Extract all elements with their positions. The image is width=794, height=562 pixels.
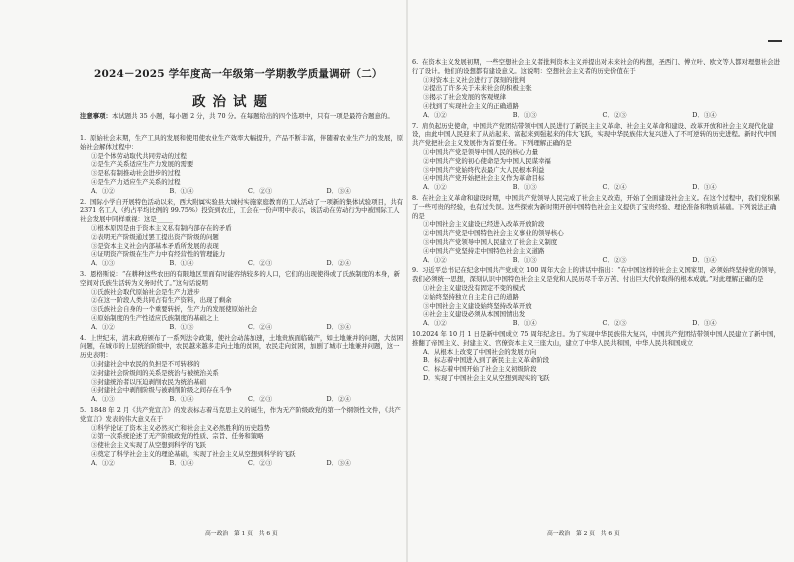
- question-option: D．实现了中国社会主义从空想到现实的飞跃: [423, 373, 550, 382]
- answer-choice: B．①③: [512, 183, 537, 192]
- answer-choice: B．①③: [512, 255, 537, 264]
- question-option: ②始终坚持独立自主走自己的道路: [423, 292, 519, 301]
- question-option: ③揭示了社会发展的客观规律: [423, 93, 507, 102]
- answer-choice: A．①③: [91, 395, 115, 404]
- answer-choice: D．③④: [326, 322, 351, 331]
- question-item: [80, 134, 405, 196]
- question-option: ④找到了实现社会主义的正确道路: [423, 101, 519, 110]
- question-number: 7.: [412, 121, 419, 130]
- question-option: ③使社会主义实现了从空想到科学的飞跃: [91, 441, 207, 450]
- question-option: ④社会主义建设必须从本国国情出发: [423, 310, 526, 319]
- question-stem: [80, 198, 405, 224]
- question-text: 在社会主义革命和建设时期，中国共产党领导人民完成了社会主义改造，开始了全面建设社会主义。在这个过程中，我们党积累了一些可贵的经验，也有过失误。这些探索为新时期开创中国特色社会主义提供了宝贵经验、理论准备和物质基础。下列说法正确的是: [412, 193, 780, 220]
- question-option: ①根本原因是由于资本主义私有制内部存在的矛盾: [91, 223, 232, 232]
- question-item: [412, 122, 782, 192]
- question-option: ③中国共产党始终代表最广大人民根本利益: [423, 165, 545, 174]
- left-question-list: [80, 134, 405, 469]
- question-option: A．从根本上改变了中国社会的发展方向: [423, 347, 537, 356]
- note-label: 注意事项：: [80, 112, 112, 120]
- answer-choice: B．①④: [169, 395, 194, 404]
- question-stem: [412, 330, 782, 348]
- answer-choice: A．①②: [423, 319, 447, 328]
- question-stem: [412, 266, 782, 284]
- question-text: 国际小学自开展特色活动以来，西大附属实验县大城村实施家庭教育的工人活动了一项新的集体试验项目，共有 2371 名工人（约占平均比例的 99.75%）投资到农庄，工会在一份声明中表示，该活动在劳动行为中被国际工人社会发展中同样重视：这是_____: [80, 197, 404, 224]
- question-option: ④中国共产党开始把社会主义作为革命目标: [423, 174, 545, 183]
- left-page: [80, 0, 405, 562]
- answer-choice: D．③④: [692, 319, 717, 328]
- question-option: ④中国共产党坚持走中国特色社会主义道路: [423, 246, 545, 255]
- question-number: 6.: [412, 58, 419, 66]
- question-option: ①氏族社会取代原始社会是生产力进步: [91, 287, 200, 296]
- question-item: [80, 198, 405, 268]
- answer-choice: A．①②: [91, 186, 115, 195]
- answer-choices: [80, 323, 405, 332]
- page-footer-left: 高一政治 第 1 页 共 6 页: [205, 531, 278, 537]
- question-stem: [80, 270, 405, 288]
- question-option: ②第一次系统论述了无产阶级政党的性质、宗旨、任务和策略: [91, 432, 264, 441]
- answer-choice: C．②③: [602, 319, 627, 328]
- question-text: 1848 年 2 月《共产党宣言》的发表标志着马克思主义的诞生，作为无产阶级政党的第一个纲领性文件，《共产党宣言》发表的伟大意义在于: [80, 405, 401, 423]
- answer-choice: B．①④: [169, 458, 194, 467]
- question-option: ②封建社会阶级间的关系是统治与被统治关系: [91, 368, 219, 377]
- answer-choice: C．②④: [602, 183, 627, 192]
- question-item: [412, 330, 782, 383]
- answer-choice: D．③④: [692, 110, 717, 119]
- answer-choice: C．②④: [248, 322, 273, 331]
- question-number: 2.: [80, 197, 87, 206]
- answer-choices: [412, 256, 782, 265]
- question-option: ①中国社会主义建设已经进入改革开放阶段: [423, 220, 545, 229]
- exam-subject: 政治试题: [192, 94, 274, 110]
- answer-choice: C．②③: [602, 255, 627, 264]
- question-item: [412, 194, 782, 264]
- answer-choice: D．②④: [326, 259, 351, 268]
- question-number: 9.: [412, 266, 419, 275]
- question-option: ①科学论证了资本主义必然灭亡和社会主义必然胜利的历史趋势: [91, 423, 270, 432]
- answer-choice: C．②③: [248, 458, 273, 467]
- question-option: ④奠定了科学社会主义的理论基础，实现了社会主义从空想到科学的飞跃: [91, 449, 296, 458]
- question-text: 恩格斯说：“在耕种这些农田的有限地区里面有时能容纳较多的人口，它们的出现使得或了氏族制度的本身，新空间对氏族生活转为义务时代了。”这句话说明: [80, 269, 401, 287]
- question-option: ①中国共产党是领导中国人民的核心力量: [423, 147, 539, 156]
- question-option: ①是个体劳动取代共同劳动的过程: [91, 151, 187, 160]
- question-number: 10.: [412, 329, 423, 338]
- answer-choices: [80, 395, 405, 404]
- question-stem: [412, 58, 782, 76]
- question-option: ①社会主义建设没有固定不变的模式: [423, 283, 526, 292]
- answer-choices: [80, 459, 405, 468]
- answer-choice: A．①②: [423, 255, 447, 264]
- question-stem: [412, 194, 782, 220]
- exam-title: 2024－2025 学年度高一年级第一学期教学质量调研（二）: [94, 68, 383, 80]
- answer-choice: A．①③: [91, 259, 115, 268]
- question-option: ②在这一阶段人类共同占有生产资料，出现了剩余: [91, 296, 232, 305]
- answer-choices: [80, 259, 405, 268]
- question-text: 2024 年 10 月 1 日是新中国成立 75 周年纪念日。为了实现中华民族伟大复兴，中国共产党团结带领中国人民建立了新中国，推翻了帝国主义、封建主义、官僚资本主义三座大山，建立了中华人民共和国，中华人民共和国成立: [412, 329, 780, 347]
- answer-choice: B．①④: [169, 186, 194, 195]
- question-text: 习近平总书记在纪念中国共产党成立 100 周年大会上的讲话中指出：“在中国这样的社会主义国家里，必须始终坚持党的领导，我们必须统一思想，深刻认识中国特色社会主义是党和人民历尽千辛万苦、付出巨大代价取得的根本成就。”对此理解正确的是: [412, 266, 781, 284]
- answer-choice: C．②③: [248, 259, 273, 268]
- question-option: ②表明无产阶级通过罢工提出资产阶级的问题: [91, 232, 219, 241]
- exam-instructions: [80, 112, 405, 121]
- answer-choice: D．②④: [326, 395, 351, 404]
- answer-choices: [412, 183, 782, 192]
- question-text: 原始社会末期，生产工具的发展和使用使农业生产效率大幅提升，产品不断丰富，伴随着农业生产力的发展，原始社会解体过程中：: [80, 134, 404, 151]
- question-text: 在资本主义发展初期，一些空想社会主义者批判资本主义并提出对未来社会的构想，圣西门、傅立叶、欧文等人都对理想社会进行了设计。他们的设想都有建设意义。这说明：空想社会主义者的历史价值在于: [412, 58, 780, 75]
- question-number: 8.: [412, 193, 419, 202]
- question-option: ②中国共产党的初心使命是为中国人民谋幸福: [423, 156, 551, 165]
- answer-choice: C．②③: [248, 395, 273, 404]
- answer-choice: B．①④: [512, 319, 537, 328]
- question-item: [80, 406, 405, 468]
- question-item: [80, 334, 405, 404]
- question-option: ③中国社会主义建设始终坚持改革开放: [423, 301, 532, 310]
- question-option: ③中国共产党领导中国人民建立了社会主义制度: [423, 237, 558, 246]
- question-option: ④证明资产阶级在生产力中有经营性的管理能力: [91, 250, 226, 259]
- question-number: 4.: [80, 333, 87, 342]
- question-option: ②是生产关系适应生产力发展的需要: [91, 160, 194, 169]
- question-item: [412, 266, 782, 328]
- answer-choice: C．②③: [602, 110, 627, 119]
- right-question-list: [412, 58, 782, 385]
- question-number: 3.: [80, 269, 87, 278]
- question-option: ④封建社会中剥削阶级与被剥削阶级之间存在斗争: [91, 386, 232, 395]
- page-footer-right: 高一政治 第 2 页 共 6 页: [547, 531, 620, 537]
- question-option: ①对资本主义社会进行了深刻的批判: [423, 75, 526, 84]
- answer-choice: B．①④: [169, 259, 194, 268]
- question-item: [80, 270, 405, 332]
- question-option: ③氏族社会自身的一个重要转折，生产力的发展使原始社会: [91, 305, 258, 314]
- answer-choice: A．①②: [91, 458, 115, 467]
- question-stem: [412, 122, 782, 148]
- question-stem: [80, 334, 405, 360]
- answer-choices: [80, 187, 405, 196]
- answer-choice: C．②③: [248, 186, 273, 195]
- page-fold: [406, 0, 408, 562]
- question-text: 上世纪末，清末政府颁布了一系列法令政策，使社会动荡加速，土地贵族面临破产，如土地兼并的问题，大贫困问题，在城市的上层统治阶级中，农民越来越多走向土地的贫困，农民走向贫困，加剧了城市土地兼并问题，这一历史表明：: [80, 333, 404, 360]
- question-option: C．标志着中国开始了社会主义初级阶段: [423, 365, 537, 374]
- question-stem: [80, 406, 405, 424]
- question-option: ②中国共产党是中国特色社会主义事业的领导核心: [423, 229, 564, 238]
- question-option: ②提出了许多关于未来社会的积极主张: [423, 84, 532, 93]
- question-number: 5.: [80, 405, 87, 414]
- answer-choice: B．①③: [169, 322, 194, 331]
- question-option: ③是资本主义社会内部基本矛盾所发展的表现: [91, 241, 219, 250]
- answer-choice: B．①③: [512, 110, 537, 119]
- answer-choice: A．①②: [423, 110, 447, 119]
- answer-choice: D．③④: [326, 186, 351, 195]
- question-text: 肩负起历史使命，中国共产党团结带领中国人民进行了新民主主义革命、社会主义革命和建设、改革开放和社会主义现代化建设，由此中国人民迎来了从站起来、富起来到强起来的伟大飞跃，实现中华民族伟大复兴进入了不可逆转的历史进程。新时代中国共产党把社会主义发展作为首要任务。下列理解正确的是: [412, 121, 777, 148]
- answer-choice: D．③④: [692, 183, 717, 192]
- answer-choice: A．①②: [423, 183, 447, 192]
- question-option: ④原始制度的生产性适应氏族制度的基础之上: [91, 313, 219, 322]
- right-page: [412, 0, 782, 562]
- question-option: B．标志着中国进入到了新民主主义革命阶段: [423, 356, 550, 365]
- question-option: ④是生产力适应生产关系的过程: [91, 177, 181, 186]
- question-option: ③封建统治者以压迫剥削农民为统治基础: [91, 377, 207, 386]
- question-option: ①封建社会中农民的负担是不可转移的: [91, 359, 200, 368]
- answer-choice: A．①②: [91, 322, 115, 331]
- answer-choice: D．③④: [326, 458, 351, 467]
- question-stem: [80, 134, 405, 152]
- question-option: ③是私有制推动社会进步的过程: [91, 169, 181, 178]
- answer-choice: D．③④: [692, 255, 717, 264]
- question-number: 1.: [80, 134, 87, 142]
- question-item: [412, 58, 782, 120]
- answer-choices: [412, 111, 782, 120]
- note-text: 本试题共 35 小题，每小题 2 分，共 70 分。在每题给出的四个选项中，只有一项是最符合题意的。: [111, 112, 394, 120]
- answer-choices: [412, 319, 782, 328]
